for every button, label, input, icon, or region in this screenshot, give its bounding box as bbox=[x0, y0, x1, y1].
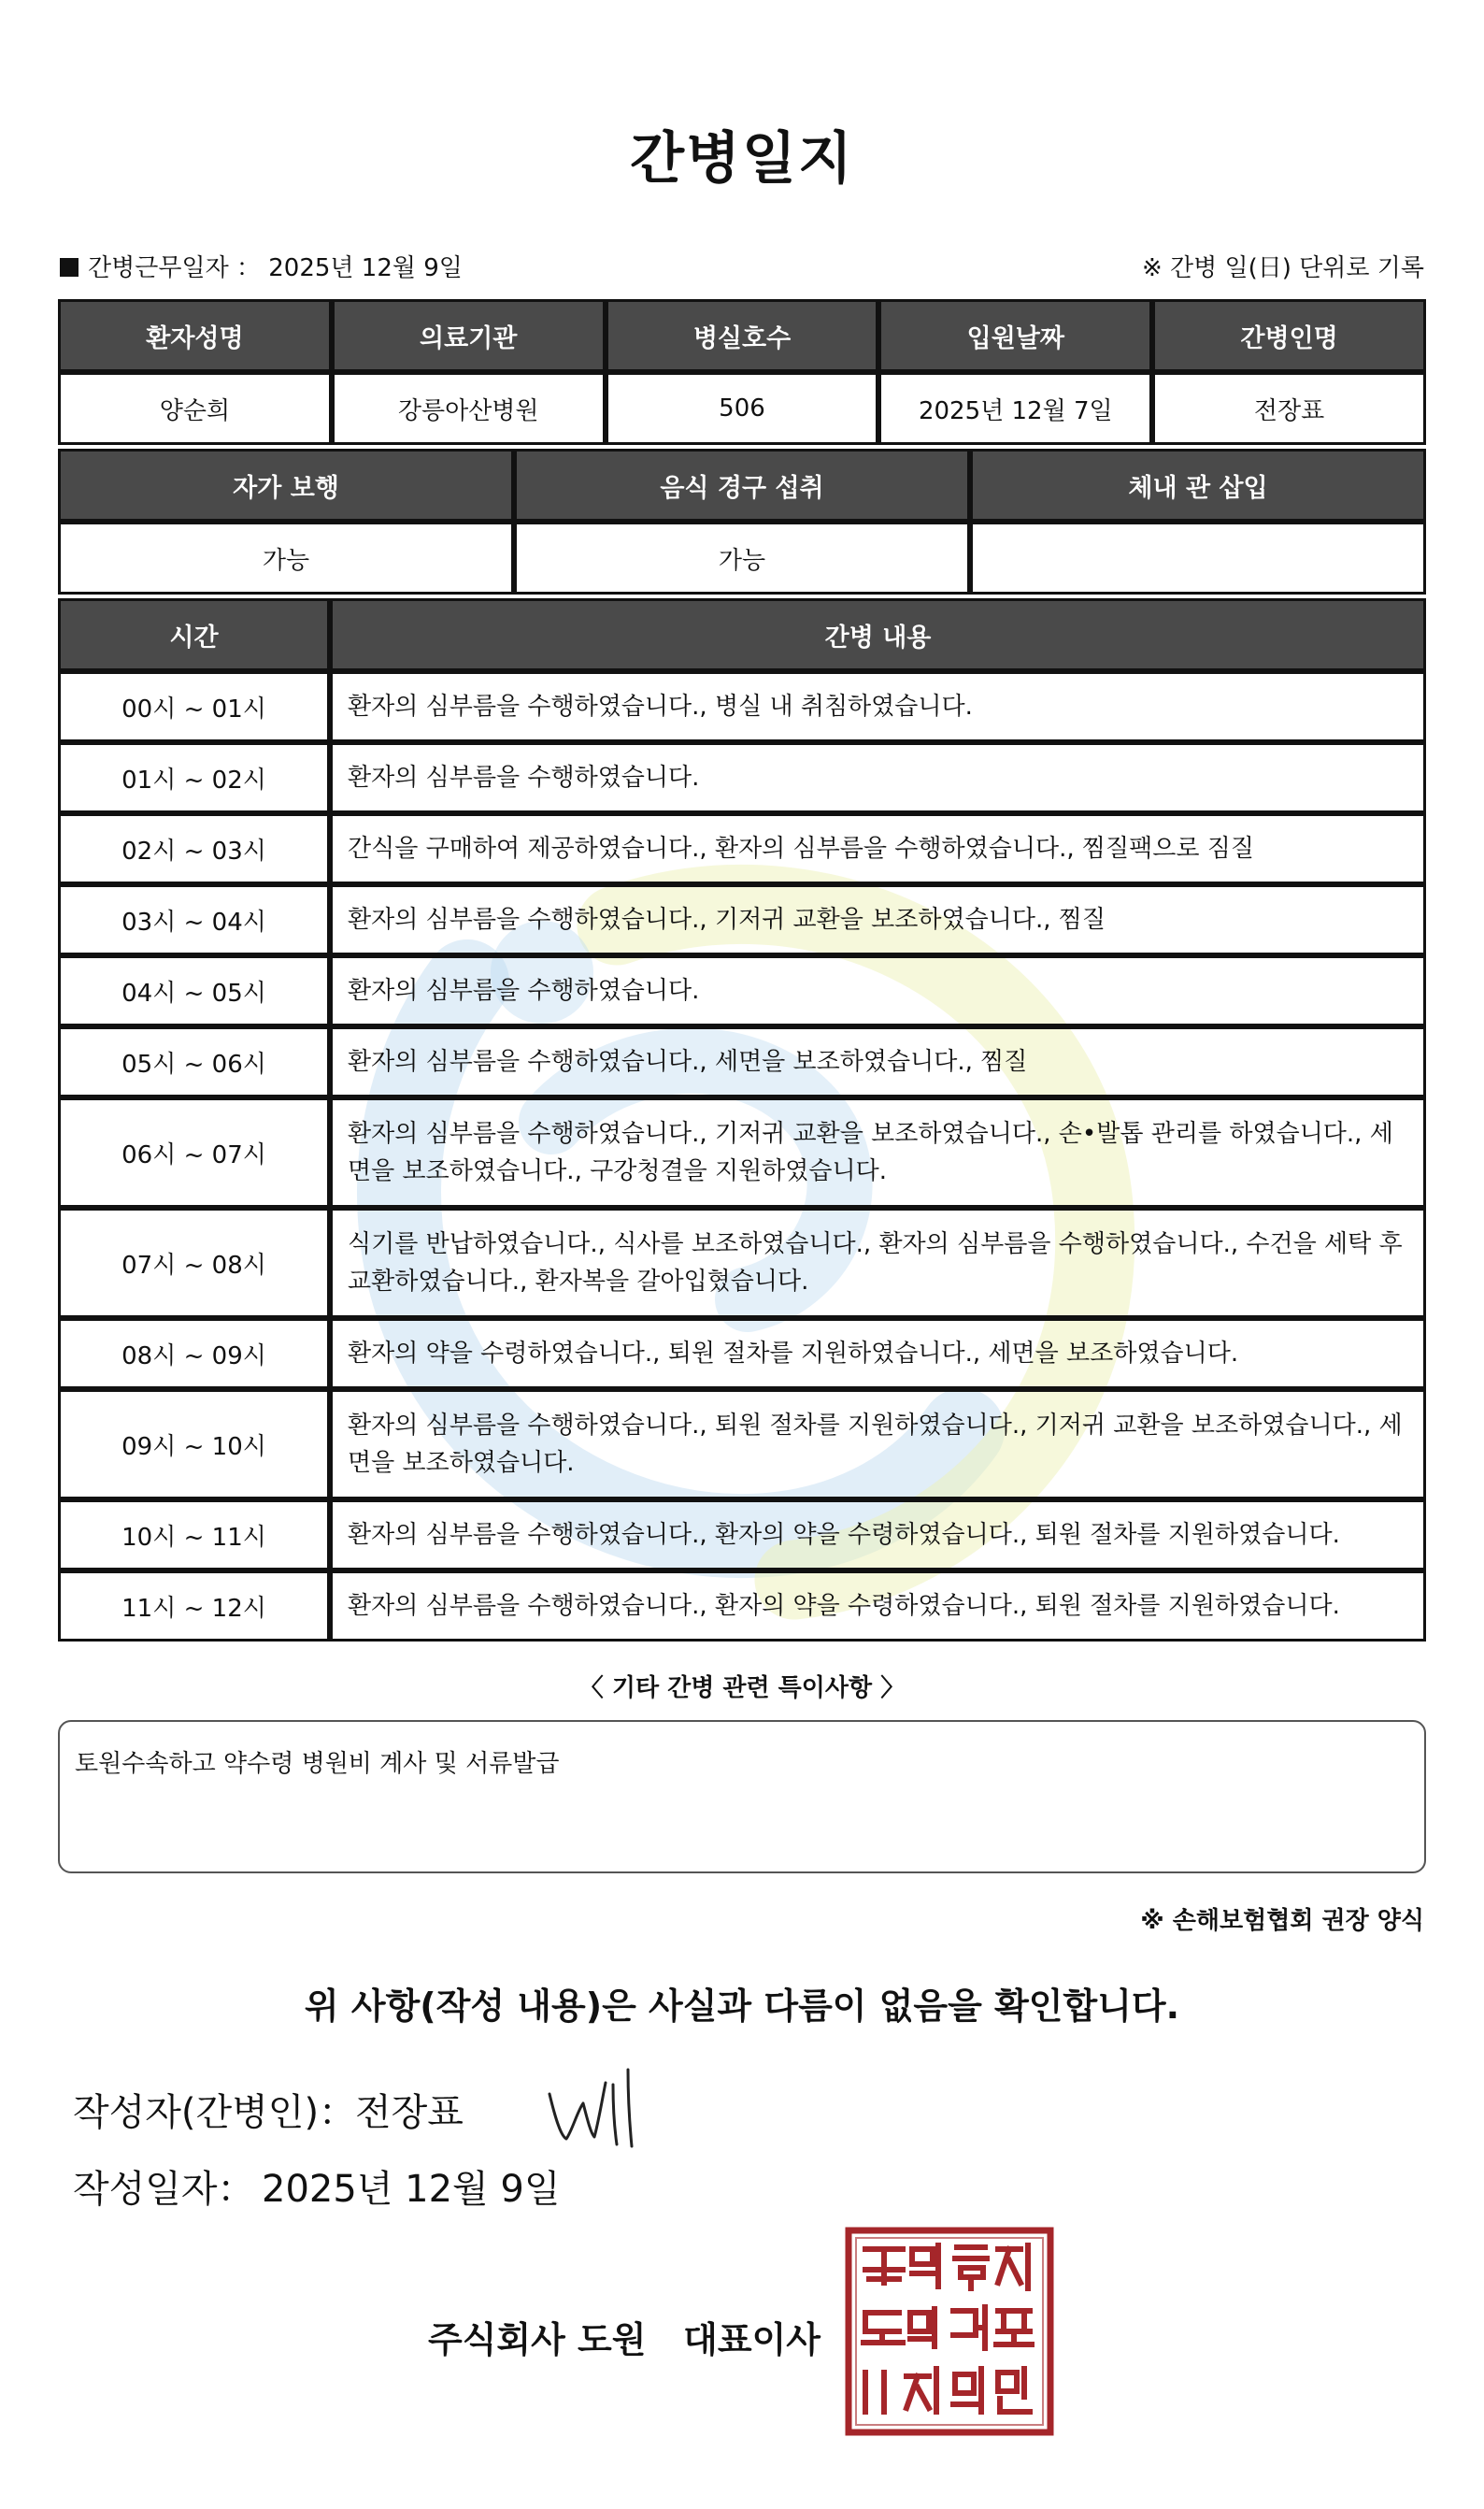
document-title: 간병일지 bbox=[630, 126, 854, 192]
company-seal-stamp bbox=[845, 2227, 1054, 2436]
log-content: 환자의 심부름을 수행하였습니다. bbox=[330, 742, 1426, 813]
status-walking: 가능 bbox=[58, 522, 514, 595]
patient-info-table bbox=[58, 299, 1426, 445]
unit-note: ※ 간병 일(日) 단위로 기록 bbox=[1141, 254, 1424, 282]
log-time: 05시 ~ 06시 bbox=[58, 1026, 330, 1097]
table-row bbox=[58, 884, 1426, 955]
table-row bbox=[58, 1208, 1426, 1318]
patient-name: 양순희 bbox=[58, 372, 332, 445]
log-time: 06시 ~ 07시 bbox=[58, 1097, 330, 1208]
table-row bbox=[58, 1097, 1426, 1208]
write-date-value: 2025년 12월 9일 bbox=[262, 2168, 561, 2211]
status-header-walking: 자가 보행 bbox=[58, 449, 514, 522]
work-date-label: 간병근무일자 bbox=[88, 254, 229, 282]
table-row bbox=[58, 1570, 1426, 1642]
log-time: 04시 ~ 05시 bbox=[58, 955, 330, 1026]
log-time: 00시 ~ 01시 bbox=[58, 671, 330, 742]
log-content: 환자의 심부름을 수행하였습니다., 기저귀 교환을 보조하였습니다., 손•발톱 관리를 하였습니다., 세면을 보조하였습니다., 구강청결을 지원하였습니다. bbox=[330, 1097, 1426, 1208]
writer-name: 전장표 bbox=[355, 2091, 464, 2134]
patient-room: 506 bbox=[606, 372, 879, 445]
write-date-label: 작성일자： bbox=[73, 2168, 255, 2211]
table-row bbox=[58, 1026, 1426, 1097]
log-header-time: 시간 bbox=[58, 598, 330, 671]
log-content: 식기를 반납하였습니다., 식사를 보조하였습니다., 환자의 심부름을 수행하였습니다., 수건을 세탁 후 교환하였습니다., 환자복을 갈아입혔습니다. bbox=[330, 1208, 1426, 1318]
notes-heading: 〈 기타 간병 관련 특이사항 〉 bbox=[578, 1674, 906, 1702]
table-row bbox=[58, 1389, 1426, 1499]
signature bbox=[542, 2066, 645, 2150]
table-row bbox=[58, 813, 1426, 884]
patient-caregiver: 전장표 bbox=[1152, 372, 1426, 445]
care-log-table bbox=[58, 598, 1426, 1642]
patient-header-admit-date: 입원날짜 bbox=[878, 299, 1152, 372]
log-time: 07시 ~ 08시 bbox=[58, 1208, 330, 1318]
log-content: 환자의 심부름을 수행하였습니다., 병실 내 취침하였습니다. bbox=[330, 671, 1426, 742]
patient-status-table bbox=[58, 449, 1426, 595]
log-time: 09시 ~ 10시 bbox=[58, 1389, 330, 1499]
log-content: 환자의 심부름을 수행하였습니다. bbox=[330, 955, 1426, 1026]
log-header-row bbox=[58, 598, 1426, 671]
table-row bbox=[58, 671, 1426, 742]
notes-box bbox=[58, 1720, 1426, 1873]
patient-value-row bbox=[58, 372, 1426, 445]
log-time: 11시 ~ 12시 bbox=[58, 1570, 330, 1642]
log-content: 환자의 약을 수령하였습니다., 퇴원 절차를 지원하였습니다., 세면을 보조하였습니다. bbox=[330, 1318, 1426, 1389]
patient-admit-date: 2025년 12월 7일 bbox=[878, 372, 1152, 445]
patient-header-row bbox=[58, 299, 1426, 372]
confirmation-statement: 위 사항(작성 내용)은 사실과 다름이 없음을 확인합니다. bbox=[304, 1986, 1180, 2027]
patient-header-caregiver: 간병인명 bbox=[1152, 299, 1426, 372]
status-tube bbox=[970, 522, 1426, 595]
form-note: ※ 손해보험협회 권장 양식 bbox=[1140, 1907, 1424, 1935]
log-content: 환자의 심부름을 수행하였습니다., 환자의 약을 수령하였습니다., 퇴원 절차를 지원하였습니다. bbox=[330, 1570, 1426, 1642]
table-row bbox=[58, 1318, 1426, 1389]
log-time: 01시 ~ 02시 bbox=[58, 742, 330, 813]
patient-hospital: 강릉아산병원 bbox=[332, 372, 606, 445]
company-signature-line: 주식회사 도원 대표이사 bbox=[428, 2319, 820, 2360]
log-time: 08시 ~ 09시 bbox=[58, 1318, 330, 1389]
log-header-content: 간병 내용 bbox=[330, 598, 1426, 671]
log-content: 간식을 구매하여 제공하였습니다., 환자의 심부름을 수행하였습니다., 찜질팩으로 짐질 bbox=[330, 813, 1426, 884]
work-date-value: 2025년 12월 9일 bbox=[268, 254, 463, 282]
table-row bbox=[58, 955, 1426, 1026]
table-row bbox=[58, 1499, 1426, 1570]
status-header-tube: 체내 관 삽입 bbox=[970, 449, 1426, 522]
log-content: 환자의 심부름을 수행하였습니다., 기저귀 교환을 보조하였습니다., 찜질 bbox=[330, 884, 1426, 955]
log-time: 03시 ~ 04시 bbox=[58, 884, 330, 955]
table-row bbox=[58, 742, 1426, 813]
square-bullet-icon bbox=[60, 258, 78, 277]
status-oral-intake: 가능 bbox=[514, 522, 970, 595]
status-value-row bbox=[58, 522, 1426, 595]
patient-header-hospital: 의료기관 bbox=[332, 299, 606, 372]
log-content: 환자의 심부름을 수행하였습니다., 퇴원 절차를 지원하였습니다., 기저귀 교환을 보조하였습니다., 세면을 보조하였습니다. bbox=[330, 1389, 1426, 1499]
log-time: 02시 ~ 03시 bbox=[58, 813, 330, 884]
log-time: 10시 ~ 11시 bbox=[58, 1499, 330, 1570]
writer-label: 작성자(간병인)： bbox=[73, 2091, 357, 2134]
status-header-oral-intake: 음식 경구 섭취 bbox=[514, 449, 970, 522]
status-header-row bbox=[58, 449, 1426, 522]
notes-text: 토원수속하고 약수령 병원비 계사 및 서류발급 bbox=[75, 1750, 560, 1778]
work-date-sep: ： bbox=[235, 254, 261, 282]
work-date bbox=[60, 249, 463, 283]
log-content: 환자의 심부름을 수행하였습니다., 세면을 보조하였습니다., 찜질 bbox=[330, 1026, 1426, 1097]
log-content: 환자의 심부름을 수행하였습니다., 환자의 약을 수령하였습니다., 퇴원 절차를 지원하였습니다. bbox=[330, 1499, 1426, 1570]
patient-header-room: 병실호수 bbox=[606, 299, 879, 372]
patient-header-name: 환자성명 bbox=[58, 299, 332, 372]
